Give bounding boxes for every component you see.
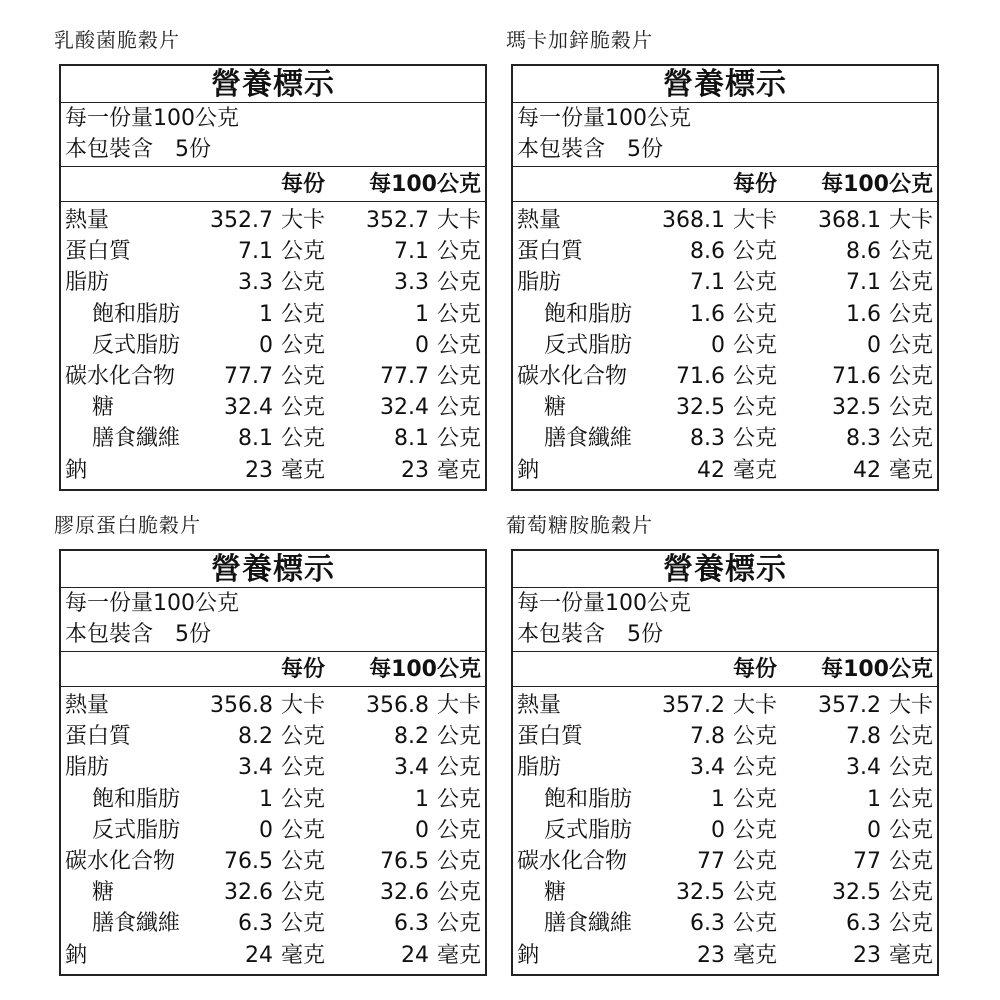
per-100g-value: 352.7 (366, 208, 429, 233)
per-100g-unit: 公克 (888, 239, 933, 265)
nutrient-name: 鈉 (517, 457, 540, 483)
nutrient-row-sugar (513, 877, 937, 908)
nutrient-row-protein (61, 721, 485, 752)
per-100g-value: 7.1 (846, 270, 881, 296)
per-serving-value: 23 (245, 457, 273, 483)
serving-size: 每一份量100公克 (517, 106, 691, 131)
nutrition-label (59, 549, 487, 976)
nutrient-row-protein (513, 721, 937, 752)
nutrient-name: 脂肪 (65, 755, 110, 781)
per-100g-value: 7.8 (846, 724, 881, 750)
column-header (61, 652, 485, 687)
nutrition-panel-glucosamine (506, 513, 939, 976)
nutrient-row-energy (61, 205, 485, 236)
per-serving-unit: 大卡 (733, 693, 778, 718)
per-100g-value: 3.4 (846, 755, 881, 781)
per-100g-unit: 大卡 (888, 693, 933, 718)
per-100g-value: 32.4 (380, 395, 429, 421)
per-100g-value: 71.6 (832, 363, 881, 389)
per-serving-unit: 公克 (281, 363, 326, 389)
nutrient-name: 脂肪 (517, 270, 562, 296)
per-serving-value: 24 (245, 942, 273, 968)
per-100g-unit: 毫克 (436, 942, 481, 968)
serving-info (61, 588, 485, 652)
per-100g-value: 76.5 (380, 848, 429, 874)
per-serving-value: 7.1 (238, 239, 273, 265)
servings-per-pack: 本包裝含 5份 (65, 137, 211, 162)
per-serving-value: 32.6 (224, 880, 273, 906)
per-serving-value: 0 (711, 817, 725, 843)
per-serving-value: 1 (259, 786, 273, 812)
per-serving-unit: 毫克 (281, 942, 326, 968)
per-serving-value: 8.2 (238, 724, 273, 750)
nutrient-name: 反式脂肪 (92, 817, 181, 843)
per-serving-unit: 公克 (281, 848, 326, 874)
per-100g-value: 6.3 (846, 911, 881, 937)
per-100g-unit: 毫克 (436, 457, 481, 483)
nutrient-row-saturated-fat (61, 299, 485, 330)
per-100g-unit: 公克 (888, 911, 933, 937)
per-serving-unit: 公克 (733, 395, 778, 421)
nutrient-name: 脂肪 (517, 755, 562, 781)
per-serving-value: 7.8 (690, 724, 725, 750)
per-serving-value: 1.6 (690, 301, 725, 327)
nutrient-row-saturated-fat (61, 784, 485, 815)
nutrition-panel-maca-zinc (506, 28, 939, 491)
per-serving-value: 1 (711, 786, 725, 812)
nutrient-row-trans-fat (513, 815, 937, 846)
per-serving-value: 368.1 (662, 208, 725, 233)
per-serving-value: 352.7 (210, 208, 273, 233)
per-100g-unit: 公克 (888, 848, 933, 874)
per-serving-value: 0 (259, 332, 273, 358)
per-100g-value: 8.1 (394, 426, 429, 452)
per-100g-unit: 大卡 (436, 693, 481, 718)
per-serving-unit: 公克 (281, 395, 326, 421)
nutrient-name: 糖 (92, 880, 115, 906)
nutrient-row-energy (513, 205, 937, 236)
per-100g-unit: 大卡 (888, 208, 933, 233)
per-100g-value: 6.3 (394, 911, 429, 937)
per-100g-value: 32.5 (832, 880, 881, 906)
nutrient-name: 飽和脂肪 (92, 786, 181, 812)
per-100g-value: 23 (853, 942, 881, 968)
nutrient-name: 碳水化合物 (517, 848, 628, 874)
nutrient-row-saturated-fat (513, 299, 937, 330)
per-100g-unit: 公克 (888, 363, 933, 389)
per-100g-unit: 公克 (436, 363, 481, 389)
per-100g-value: 77.7 (380, 363, 429, 389)
nutrition-heading: 營養標示 (61, 66, 485, 103)
per-100g-unit: 毫克 (888, 457, 933, 483)
col-per-serving: 每份 (732, 172, 777, 197)
nutrient-row-fiber (513, 423, 937, 454)
nutrient-row-fiber (513, 908, 937, 939)
per-serving-unit: 公克 (281, 911, 326, 937)
nutrient-row-sodium (61, 455, 485, 486)
nutrient-name: 反式脂肪 (544, 817, 633, 843)
per-serving-unit: 大卡 (281, 208, 326, 233)
nutrient-row-fat (513, 267, 937, 298)
servings-per-pack: 本包裝含 5份 (517, 137, 663, 162)
nutrient-row-carbohydrate (513, 846, 937, 877)
nutrient-name: 糖 (544, 395, 567, 421)
nutrition-label (511, 549, 939, 976)
per-serving-unit: 公克 (733, 880, 778, 906)
nutrient-rows (61, 687, 485, 971)
per-serving-unit: 毫克 (733, 457, 778, 483)
per-100g-unit: 公克 (436, 239, 481, 265)
per-100g-unit: 公克 (888, 395, 933, 421)
per-100g-value: 356.8 (366, 693, 429, 718)
nutrient-rows (513, 202, 937, 486)
per-100g-unit: 公克 (436, 332, 481, 358)
col-per-100g: 每100公克 (821, 172, 933, 197)
per-serving-value: 3.4 (690, 755, 725, 781)
nutrient-name: 糖 (92, 395, 115, 421)
nutrient-row-sugar (61, 392, 485, 423)
nutrition-label (511, 64, 939, 491)
per-serving-unit: 公克 (733, 239, 778, 265)
nutrient-rows (61, 202, 485, 486)
per-100g-value: 0 (415, 817, 429, 843)
per-100g-unit: 公克 (888, 880, 933, 906)
nutrient-row-carbohydrate (61, 846, 485, 877)
per-serving-value: 3.3 (238, 270, 273, 296)
per-serving-value: 1 (259, 301, 273, 327)
per-100g-unit: 公克 (888, 332, 933, 358)
per-serving-unit: 公克 (281, 817, 326, 843)
nutrient-name: 飽和脂肪 (544, 301, 633, 327)
per-100g-value: 32.6 (380, 880, 429, 906)
per-serving-unit: 公克 (281, 270, 326, 296)
nutrient-name: 鈉 (65, 457, 88, 483)
per-100g-value: 42 (853, 457, 881, 483)
per-100g-unit: 大卡 (436, 208, 481, 233)
col-per-serving: 每份 (732, 657, 777, 682)
nutrient-name: 蛋白質 (65, 724, 132, 750)
per-serving-value: 6.3 (238, 911, 273, 937)
nutrient-row-protein (61, 236, 485, 267)
per-100g-unit: 公克 (888, 724, 933, 750)
per-serving-value: 32.5 (676, 880, 725, 906)
per-100g-unit: 公克 (888, 817, 933, 843)
per-serving-value: 7.1 (690, 270, 725, 296)
per-100g-unit: 公克 (436, 724, 481, 750)
per-serving-value: 0 (711, 332, 725, 358)
nutrient-name: 熱量 (65, 208, 110, 233)
nutrient-row-fat (61, 267, 485, 298)
nutrient-name: 蛋白質 (517, 239, 584, 265)
per-serving-value: 32.4 (224, 395, 273, 421)
nutrient-row-fiber (61, 423, 485, 454)
per-serving-unit: 公克 (733, 724, 778, 750)
nutrient-rows (513, 687, 937, 971)
serving-size: 每一份量100公克 (65, 106, 239, 131)
per-100g-unit: 公克 (436, 786, 481, 812)
product-title: 膠原蛋白脆穀片 (54, 513, 201, 537)
product-title: 瑪卡加鋅脆穀片 (506, 28, 653, 52)
nutrient-name: 膳食纖維 (544, 911, 633, 937)
per-100g-value: 368.1 (818, 208, 881, 233)
per-serving-value: 71.6 (676, 363, 725, 389)
per-serving-value: 357.2 (662, 693, 725, 718)
per-serving-value: 77.7 (224, 363, 273, 389)
per-100g-value: 357.2 (818, 693, 881, 718)
per-serving-unit: 公克 (281, 786, 326, 812)
nutrient-row-fat (61, 752, 485, 783)
serving-size: 每一份量100公克 (65, 591, 239, 616)
nutrition-heading: 營養標示 (61, 551, 485, 588)
column-header (61, 167, 485, 202)
nutrient-row-fat (513, 752, 937, 783)
nutrient-name: 飽和脂肪 (544, 786, 633, 812)
per-100g-unit: 公克 (436, 270, 481, 296)
col-per-100g: 每100公克 (821, 657, 933, 682)
nutrient-row-sugar (61, 877, 485, 908)
per-100g-value: 0 (867, 817, 881, 843)
nutrition-label (59, 64, 487, 491)
per-100g-unit: 公克 (888, 301, 933, 327)
nutrient-name: 碳水化合物 (517, 363, 628, 389)
per-serving-value: 0 (259, 817, 273, 843)
per-serving-unit: 公克 (733, 332, 778, 358)
nutrient-name: 飽和脂肪 (92, 301, 181, 327)
nutrient-row-energy (61, 690, 485, 721)
nutrient-name: 蛋白質 (517, 724, 584, 750)
nutrition-panel-collagen (54, 513, 487, 976)
per-100g-value: 8.6 (846, 239, 881, 265)
per-100g-unit: 公克 (888, 426, 933, 452)
per-100g-value: 8.3 (846, 426, 881, 452)
per-100g-value: 24 (401, 942, 429, 968)
nutrient-row-sodium (61, 940, 485, 971)
per-100g-unit: 公克 (436, 817, 481, 843)
per-serving-value: 8.3 (690, 426, 725, 452)
nutrient-name: 反式脂肪 (92, 332, 181, 358)
nutrient-name: 膳食纖維 (92, 911, 181, 937)
nutrient-row-trans-fat (61, 815, 485, 846)
column-header (513, 652, 937, 687)
nutrient-name: 鈉 (65, 942, 88, 968)
nutrient-name: 膳食纖維 (544, 426, 633, 452)
per-100g-unit: 公克 (888, 755, 933, 781)
per-serving-unit: 公克 (281, 239, 326, 265)
per-serving-value: 356.8 (210, 693, 273, 718)
per-100g-unit: 公克 (888, 786, 933, 812)
per-serving-unit: 大卡 (281, 693, 326, 718)
per-serving-value: 77 (697, 848, 725, 874)
per-100g-unit: 公克 (436, 301, 481, 327)
nutrition-heading: 營養標示 (513, 66, 937, 103)
nutrient-name: 糖 (544, 880, 567, 906)
per-serving-value: 23 (697, 942, 725, 968)
per-100g-value: 3.3 (394, 270, 429, 296)
per-serving-value: 8.1 (238, 426, 273, 452)
per-100g-unit: 公克 (888, 270, 933, 296)
nutrient-name: 膳食纖維 (92, 426, 181, 452)
nutrient-name: 鈉 (517, 942, 540, 968)
nutrition-panel-lactobacillus (54, 28, 487, 491)
per-serving-unit: 毫克 (281, 457, 326, 483)
nutrition-heading: 營養標示 (513, 551, 937, 588)
product-title: 乳酸菌脆穀片 (54, 28, 180, 52)
per-100g-value: 1 (867, 786, 881, 812)
nutrient-name: 反式脂肪 (544, 332, 633, 358)
nutrient-name: 熱量 (517, 208, 562, 233)
per-serving-unit: 公克 (733, 817, 778, 843)
per-serving-value: 6.3 (690, 911, 725, 937)
per-100g-value: 3.4 (394, 755, 429, 781)
nutrient-row-protein (513, 236, 937, 267)
col-per-serving: 每份 (280, 172, 325, 197)
serving-info (61, 103, 485, 167)
per-serving-unit: 公克 (281, 755, 326, 781)
per-100g-value: 7.1 (394, 239, 429, 265)
per-serving-value: 3.4 (238, 755, 273, 781)
nutrient-row-energy (513, 690, 937, 721)
per-serving-unit: 毫克 (733, 942, 778, 968)
nutrient-name: 脂肪 (65, 270, 110, 296)
per-100g-value: 1 (415, 301, 429, 327)
nutrient-name: 碳水化合物 (65, 363, 176, 389)
per-100g-unit: 公克 (436, 395, 481, 421)
per-100g-value: 23 (401, 457, 429, 483)
nutrient-row-trans-fat (513, 330, 937, 361)
serving-info (513, 103, 937, 167)
per-100g-unit: 公克 (436, 426, 481, 452)
per-100g-unit: 公克 (436, 880, 481, 906)
per-serving-unit: 公克 (733, 911, 778, 937)
nutrient-row-carbohydrate (61, 361, 485, 392)
per-serving-unit: 公克 (733, 426, 778, 452)
col-per-100g: 每100公克 (369, 657, 481, 682)
per-100g-value: 77 (853, 848, 881, 874)
col-per-100g: 每100公克 (369, 172, 481, 197)
per-serving-unit: 公克 (281, 426, 326, 452)
serving-info (513, 588, 937, 652)
per-serving-unit: 公克 (733, 301, 778, 327)
serving-size: 每一份量100公克 (517, 591, 691, 616)
col-per-serving: 每份 (280, 657, 325, 682)
product-title: 葡萄糖胺脆穀片 (506, 513, 653, 537)
per-serving-unit: 公克 (281, 332, 326, 358)
per-100g-unit: 公克 (436, 911, 481, 937)
nutrient-row-saturated-fat (513, 784, 937, 815)
per-serving-unit: 公克 (733, 848, 778, 874)
nutrient-name: 熱量 (517, 693, 562, 718)
per-serving-value: 42 (697, 457, 725, 483)
nutrient-row-fiber (61, 908, 485, 939)
nutrient-name: 蛋白質 (65, 239, 132, 265)
per-serving-value: 76.5 (224, 848, 273, 874)
per-serving-unit: 公克 (733, 755, 778, 781)
per-serving-unit: 公克 (733, 270, 778, 296)
per-100g-value: 1.6 (846, 301, 881, 327)
per-100g-unit: 公克 (436, 755, 481, 781)
per-100g-value: 1 (415, 786, 429, 812)
nutrient-row-trans-fat (61, 330, 485, 361)
column-header (513, 167, 937, 202)
per-serving-unit: 公克 (281, 880, 326, 906)
nutrient-name: 碳水化合物 (65, 848, 176, 874)
servings-per-pack: 本包裝含 5份 (65, 622, 211, 647)
nutrient-name: 熱量 (65, 693, 110, 718)
per-100g-value: 8.2 (394, 724, 429, 750)
nutrient-row-sugar (513, 392, 937, 423)
servings-per-pack: 本包裝含 5份 (517, 622, 663, 647)
nutrient-row-sodium (513, 940, 937, 971)
per-serving-unit: 公克 (733, 786, 778, 812)
per-serving-unit: 公克 (281, 724, 326, 750)
per-100g-value: 0 (867, 332, 881, 358)
per-serving-unit: 公克 (281, 301, 326, 327)
per-100g-value: 0 (415, 332, 429, 358)
per-serving-value: 8.6 (690, 239, 725, 265)
per-serving-unit: 大卡 (733, 208, 778, 233)
per-serving-value: 32.5 (676, 395, 725, 421)
nutrient-row-sodium (513, 455, 937, 486)
per-100g-unit: 毫克 (888, 942, 933, 968)
per-serving-unit: 公克 (733, 363, 778, 389)
per-100g-value: 32.5 (832, 395, 881, 421)
nutrient-row-carbohydrate (513, 361, 937, 392)
per-100g-unit: 公克 (436, 848, 481, 874)
